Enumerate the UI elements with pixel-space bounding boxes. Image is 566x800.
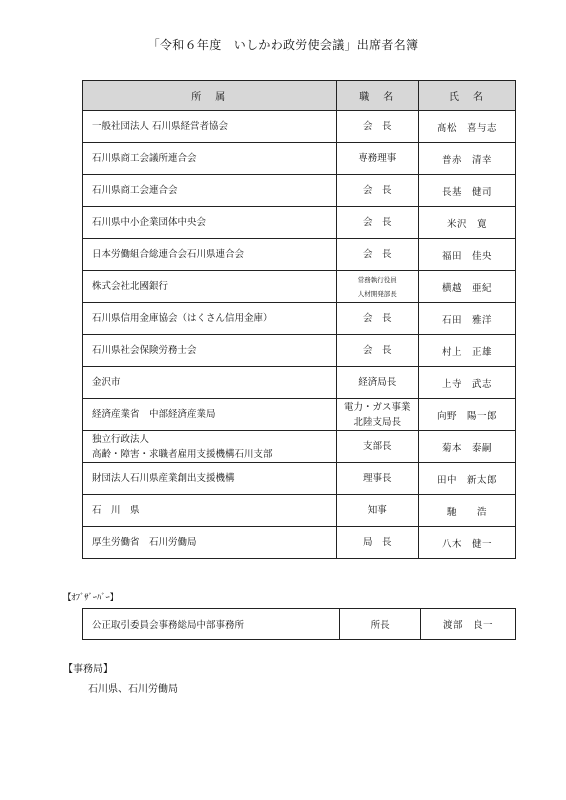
- affiliation-line: 厚生労働省 石川労働局: [92, 537, 197, 548]
- position-line: 会 長: [362, 121, 392, 132]
- table-row: [83, 463, 516, 495]
- row-affiliation: [83, 111, 337, 143]
- observer-row: [83, 609, 516, 640]
- table-row: [83, 271, 516, 303]
- table-row: [83, 111, 516, 143]
- row-position: [336, 335, 418, 367]
- row-affiliation: [83, 335, 337, 367]
- office-label: 【事務局】: [63, 664, 113, 675]
- position-line: 知事: [367, 505, 387, 516]
- row-affiliation: [83, 431, 337, 463]
- affiliation-line: 石 川 県: [92, 505, 140, 516]
- row-name: 向野 陽一郎: [418, 399, 515, 431]
- observer-table: [82, 608, 516, 640]
- row-name: 八木 健一: [418, 527, 515, 559]
- position-line: 理事長: [362, 473, 392, 484]
- table-row: [83, 175, 516, 207]
- header-position: 職 名: [336, 81, 418, 111]
- table-row: [83, 495, 516, 527]
- table-row: [83, 367, 516, 399]
- row-position: [336, 143, 418, 175]
- row-position: [336, 367, 418, 399]
- row-name: 横越 亜紀: [418, 271, 515, 303]
- row-affiliation: [83, 367, 337, 399]
- row-position: [336, 495, 418, 527]
- affiliation-line: 石川県商工会連合会: [92, 185, 178, 196]
- row-affiliation: [83, 399, 337, 431]
- row-position: [336, 207, 418, 239]
- observer-name: 渡部 良一: [421, 609, 516, 640]
- row-position: [336, 175, 418, 207]
- position-line: 会 長: [362, 217, 392, 228]
- affiliation-line: 石川県社会保険労務士会: [92, 345, 197, 356]
- table-row: [83, 207, 516, 239]
- position-line: 会 長: [362, 249, 392, 260]
- row-name: 普赤 清幸: [418, 143, 515, 175]
- table-body: [83, 111, 516, 559]
- row-position: [336, 303, 418, 335]
- table-row: [83, 399, 516, 431]
- affiliation-line: 日本労働組合総連合会石川県連合会: [92, 249, 245, 260]
- row-name: 田中 新太郎: [418, 463, 515, 495]
- affiliation-line: 石川県信用金庫協会（はくさん信用金庫）: [92, 313, 273, 324]
- position-line: 人材開発部長: [357, 289, 397, 298]
- affiliation-line: 一般社団法人 石川県経営者協会: [92, 121, 229, 132]
- affiliation-line: 高齢・障害・求職者雇用支援機構石川支部: [92, 448, 273, 460]
- row-name: 米沢 寛: [418, 207, 515, 239]
- row-position: [336, 271, 418, 303]
- observer-affiliation: 公正取引委員会事務総局中部事務所: [83, 609, 340, 640]
- row-name: 菊本 泰嗣: [418, 431, 515, 463]
- attendee-table: [82, 80, 516, 559]
- row-position: [336, 463, 418, 495]
- row-affiliation: [83, 303, 337, 335]
- position-line: 会 長: [362, 345, 392, 356]
- affiliation-line: 独立行政法人: [92, 433, 150, 445]
- header-affiliation: 所 属: [83, 81, 337, 111]
- row-affiliation: [83, 527, 337, 559]
- affiliation-line: 金沢市: [92, 377, 121, 388]
- row-affiliation: [83, 495, 337, 527]
- position-line: 会 長: [362, 185, 392, 196]
- position-line: 常務執行役員: [357, 275, 397, 284]
- position-line: 会 長: [362, 313, 392, 324]
- affiliation-line: 経済産業省 中部経済産業局: [92, 409, 216, 420]
- row-name: 髙松 喜与志: [418, 111, 515, 143]
- position-line: 経済局長: [358, 377, 397, 388]
- position-line: 電力・ガス事業: [343, 401, 411, 413]
- row-position: [336, 111, 418, 143]
- row-name: 福田 佳央: [418, 239, 515, 271]
- row-affiliation: [83, 143, 337, 175]
- office-text: 石川県、石川労働局: [88, 684, 178, 695]
- row-affiliation: [83, 463, 337, 495]
- table-header-row: [83, 81, 516, 111]
- row-affiliation: [83, 271, 337, 303]
- position-line: 北陸支局長: [353, 416, 401, 428]
- observer-label: 【ｵﾌﾞｻﾞｰﾊﾞｰ】: [63, 593, 119, 603]
- affiliation-line: 財団法人石川県産業創出支援機構: [92, 473, 235, 484]
- row-affiliation: [83, 207, 337, 239]
- affiliation-line: 石川県中小企業団体中央会: [92, 217, 207, 228]
- row-affiliation: [83, 239, 337, 271]
- position-line: 局 長: [362, 537, 392, 548]
- row-position: [336, 239, 418, 271]
- affiliation-line: 石川県商工会議所連合会: [92, 153, 197, 164]
- row-name: 石田 雅洋: [418, 303, 515, 335]
- table-row: [83, 431, 516, 463]
- row-name: 馳 浩: [418, 495, 515, 527]
- row-position: [336, 527, 418, 559]
- row-position: [336, 431, 418, 463]
- table-row: [83, 527, 516, 559]
- observer-position: 所長: [340, 609, 421, 640]
- header-name: 氏 名: [418, 81, 515, 111]
- table-row: [83, 143, 516, 175]
- position-line: 専務理事: [358, 153, 397, 164]
- position-line: 支部長: [362, 441, 392, 452]
- affiliation-line: 株式会社北國銀行: [92, 281, 169, 292]
- row-position: [336, 399, 418, 431]
- table-row: [83, 335, 516, 367]
- page-title: 「令和６年度 いしかわ政労使会議」出席者名簿: [147, 38, 419, 52]
- row-name: 長基 健司: [418, 175, 515, 207]
- table-row: [83, 239, 516, 271]
- row-name: 村上 正雄: [418, 335, 515, 367]
- table-row: [83, 303, 516, 335]
- row-name: 上寺 武志: [418, 367, 515, 399]
- row-affiliation: [83, 175, 337, 207]
